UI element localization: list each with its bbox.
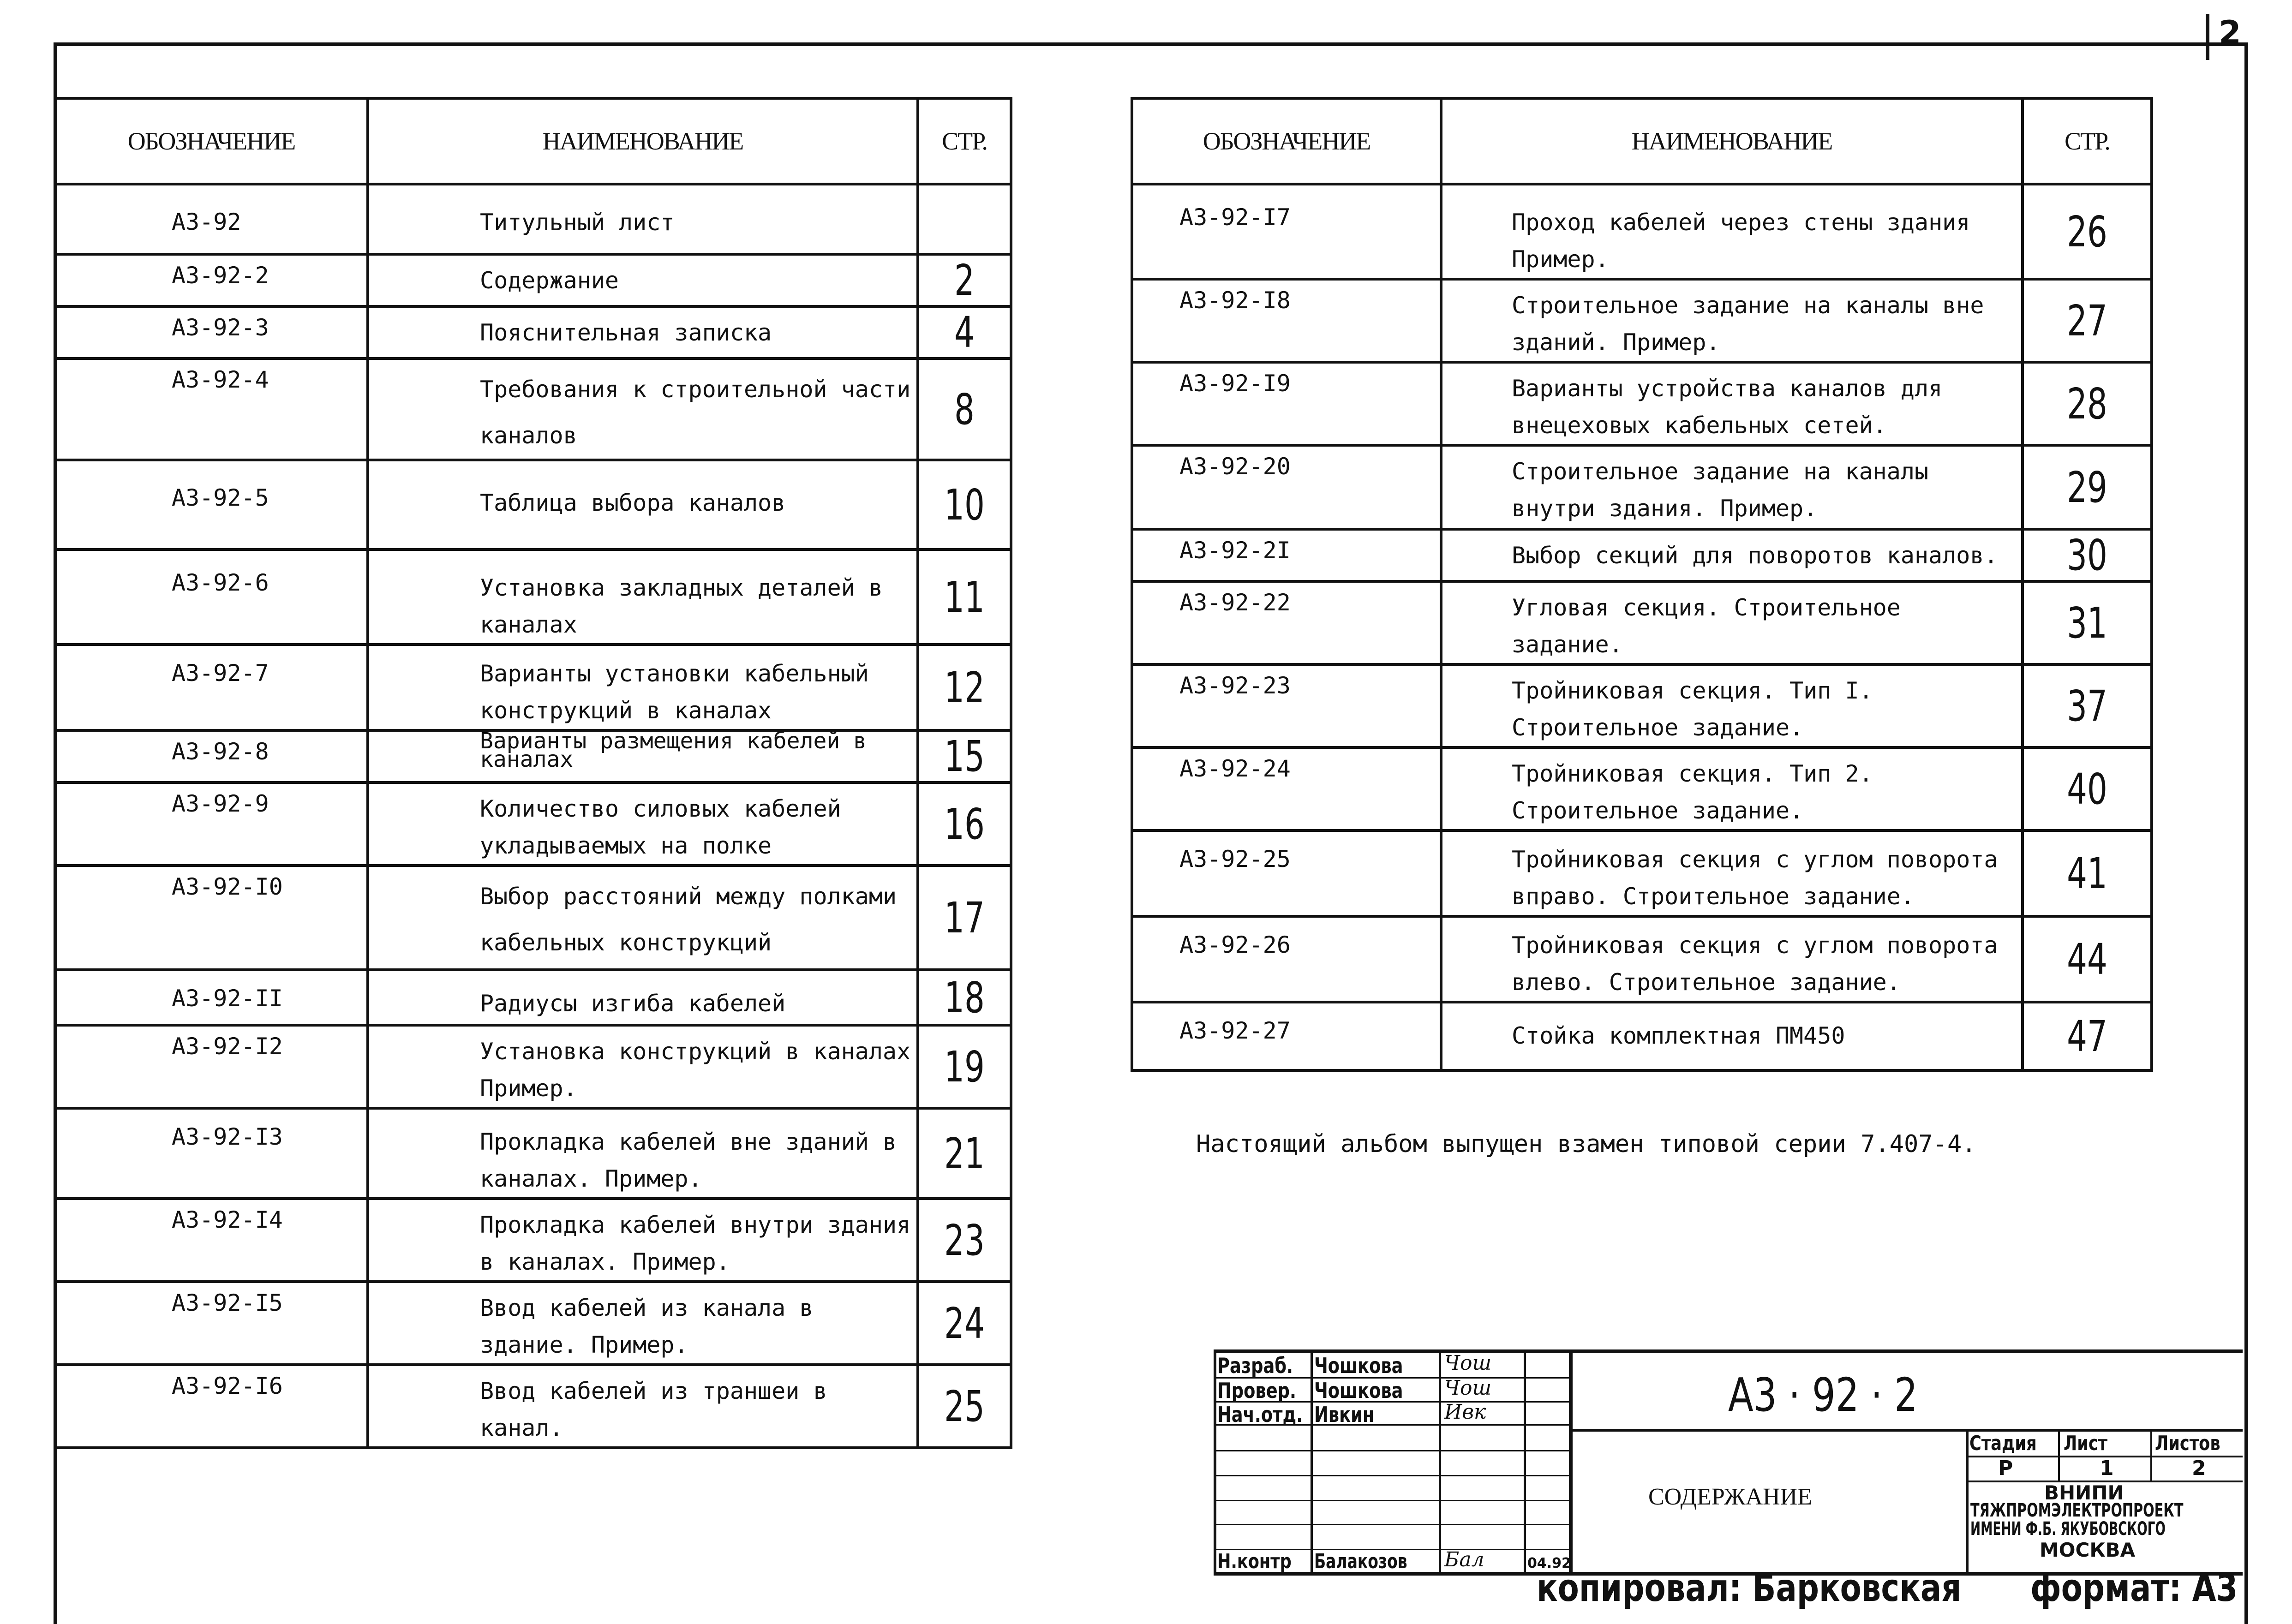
paper-format: формат: А3 [2030, 1566, 2238, 1610]
row-code: А3-92-4 [55, 358, 368, 460]
document-title: СОДЕРЖАНИЕ [1648, 1484, 1812, 1510]
row-name: Строительное задание на каналы внутри здания. Пример. [1441, 445, 2023, 529]
norm-control-date: 04.92 [1527, 1555, 1571, 1571]
row-code: А3-92-20 [1132, 445, 1441, 529]
row-name: Строительное задание на каналы вне зданий. Пример. [1441, 279, 2023, 362]
row-page: 30 [2039, 529, 2136, 581]
row-page: 19 [929, 1025, 999, 1108]
table-row [55, 184, 1011, 254]
document-code: А3 · 92 · 2 [1728, 1368, 1918, 1422]
row-code: А3-92-I7 [1132, 184, 1441, 279]
table-row [1132, 830, 2152, 916]
row-page: 24 [929, 1282, 999, 1365]
row-page: 12 [929, 645, 999, 730]
row-code: А3-92-6 [55, 549, 368, 645]
header-code: ОБОЗНАЧЕНИЕ [1132, 98, 1441, 184]
row-code: А3-92-I4 [55, 1199, 368, 1282]
row-page: 28 [2039, 362, 2136, 445]
row-name: Тройниковая секция. Тип 2. Строительное задание. [1441, 747, 2023, 830]
table-row [55, 970, 1011, 1025]
row-name: Количество силовых кабелей укладываемых на полке [368, 782, 918, 866]
row-name: Прокладка кабелей вне зданий в каналах. Пример. [368, 1108, 918, 1199]
person-checker: Чошкова [1314, 1378, 1403, 1403]
row-name: Ввод кабелей из траншеи в канал. [368, 1365, 918, 1448]
table-header-row [1132, 98, 2152, 184]
table-row [1132, 1002, 2152, 1070]
table-header-row [55, 98, 1011, 184]
signature-dept-head: Ивк [1444, 1400, 1486, 1424]
row-name: Проход кабелей через стены здания Пример. [1441, 184, 2023, 279]
role-dept-head: Нач.отд. [1217, 1402, 1303, 1427]
table-row [1132, 362, 2152, 445]
row-code: А3-92-I0 [55, 866, 368, 970]
row-page [929, 184, 999, 254]
row-page: 44 [2039, 916, 2136, 1002]
table-row [55, 782, 1011, 866]
signature-developer: Чош [1444, 1351, 1492, 1375]
sheet-number-divider [2206, 14, 2209, 60]
table-row [1132, 747, 2152, 830]
sheets-label: Листов [2155, 1432, 2220, 1455]
sheet-label: Лист [2064, 1432, 2108, 1455]
row-name: Варианты установки кабельный конструкций в каналах [368, 645, 918, 730]
row-code: А3-92-2I [1132, 529, 1441, 581]
row-name: Выбор секций для поворотов каналов. [1441, 529, 2023, 581]
org-line-1: ВНИПИ [2044, 1481, 2124, 1504]
role-norm-control: Н.контр [1217, 1550, 1292, 1573]
table-row [55, 1199, 1011, 1282]
signature-checker: Чош [1444, 1376, 1492, 1400]
person-developer: Чошкова [1314, 1353, 1403, 1378]
row-page: 27 [2039, 279, 2136, 362]
row-code: А3-92-I5 [55, 1282, 368, 1365]
row-page: 4 [929, 306, 999, 358]
signature-norm-control: Бал [1444, 1548, 1484, 1571]
table-row [55, 1365, 1011, 1448]
row-page: 18 [929, 970, 999, 1025]
table-row [1132, 279, 2152, 362]
row-code: А3-92-2 [55, 254, 368, 306]
row-name: Выбор расстояний между полками кабельных конструкций [368, 866, 918, 970]
row-code: А3-92-I9 [1132, 362, 1441, 445]
table-row [1132, 445, 2152, 529]
row-name: Пояснительная записка [368, 306, 918, 358]
row-name: Установка конструкций в каналах Пример. [368, 1025, 918, 1108]
table-row [55, 306, 1011, 358]
header-name: НАИМЕНОВАНИЕ [368, 98, 918, 184]
row-code: А3-92-26 [1132, 916, 1441, 1002]
row-name: Содержание [368, 254, 918, 306]
table-row [55, 1025, 1011, 1108]
header-page: СТР. [2023, 98, 2152, 184]
row-name: Ввод кабелей из канала в здание. Пример. [368, 1282, 918, 1365]
row-code: А3-92-5 [55, 460, 368, 549]
org-line-3: ИМЕНИ Ф.Б. ЯКУБОВСКОГО [1970, 1518, 2166, 1540]
row-code: А3-92-7 [55, 645, 368, 730]
person-norm-control: Балакозов [1314, 1550, 1407, 1573]
row-code: А3-92-24 [1132, 747, 1441, 830]
row-page: 8 [929, 358, 999, 460]
row-name: Тройниковая секция с углом поворота влево. Строительное задание. [1441, 916, 2023, 1002]
copied-by: копировал: Барковская [1537, 1566, 1962, 1610]
row-code: А3-92-8 [55, 730, 368, 782]
row-code: А3-92 [55, 184, 368, 254]
row-code: А3-92-23 [1132, 664, 1441, 747]
replacement-note: Настоящий альбом выпущен взамен типовой серии 7.407-4. [1196, 1130, 1976, 1158]
row-page: 29 [2039, 445, 2136, 529]
table-row [1132, 184, 2152, 279]
row-code: А3-92-9 [55, 782, 368, 866]
table-row [1132, 581, 2152, 664]
row-page: 21 [929, 1108, 999, 1199]
row-name: Угловая секция. Строительное задание. [1441, 581, 2023, 664]
table-row [1132, 529, 2152, 581]
row-code: А3-92-22 [1132, 581, 1441, 664]
header-code: ОБОЗНАЧЕНИЕ [55, 98, 368, 184]
contents-table-left [54, 97, 1012, 1449]
row-page: 15 [929, 730, 999, 782]
row-code: А3-92-I2 [55, 1025, 368, 1108]
row-page: 26 [2039, 184, 2136, 279]
org-line-4: МОСКВА [2040, 1539, 2136, 1561]
row-name: Тройниковая секция. Тип I. Строительное задание. [1441, 664, 2023, 747]
row-code: А3-92-3 [55, 306, 368, 358]
org-line-2: ТЯЖПРОМЭЛЕКТРОПРОЕКТ [1970, 1500, 2184, 1521]
table-row [1132, 916, 2152, 1002]
table-row [55, 1108, 1011, 1199]
table-row [55, 866, 1011, 970]
row-page: 40 [2039, 747, 2136, 830]
row-code: А3-92-I8 [1132, 279, 1441, 362]
header-name: НАИМЕНОВАНИЕ [1441, 98, 2023, 184]
row-page: 17 [929, 866, 999, 970]
row-name: Варианты устройства каналов для внецеховых кабельных сетей. [1441, 362, 2023, 445]
stage-label: Стадия [1969, 1432, 2037, 1455]
row-page: 10 [929, 460, 999, 549]
title-block [1214, 1349, 2243, 1576]
row-name: Прокладка кабелей внутри здания в каналах. Пример. [368, 1199, 918, 1282]
table-row [55, 549, 1011, 645]
row-page: 25 [929, 1365, 999, 1448]
table-row [55, 254, 1011, 306]
row-code: А3-92-I3 [55, 1108, 368, 1199]
row-name: Установка закладных деталей в каналах [368, 549, 918, 645]
person-dept-head: Ивкин [1314, 1402, 1375, 1427]
row-name: Стойка комплектная ПМ450 [1441, 1002, 2023, 1070]
row-page: 16 [929, 782, 999, 866]
table-row [55, 358, 1011, 460]
sheets-value: 2 [2192, 1457, 2206, 1480]
table-row [55, 645, 1011, 730]
table-row [1132, 664, 2152, 747]
row-code: А3-92-I6 [55, 1365, 368, 1448]
row-page: 37 [2039, 664, 2136, 747]
table-row [55, 460, 1011, 549]
row-page: 47 [2039, 1002, 2136, 1070]
table-row [55, 1282, 1011, 1365]
row-name: Таблица выбора каналов [368, 460, 918, 549]
contents-table-right [1131, 97, 2153, 1072]
sheet-value: 1 [2100, 1457, 2114, 1480]
header-page: СТР. [918, 98, 1011, 184]
row-page: 11 [929, 549, 999, 645]
row-name: Требования к строительной части каналов [368, 358, 918, 460]
row-name: Варианты размещения кабелей в каналах [368, 730, 918, 782]
row-code: А3-92-II [55, 970, 368, 1025]
row-code: А3-92-27 [1132, 1002, 1441, 1070]
table-row [55, 730, 1011, 782]
row-page: 2 [929, 254, 999, 306]
row-name: Тройниковая секция с углом поворота вправо. Строительное задание. [1441, 830, 2023, 916]
role-developer: Разраб. [1217, 1353, 1293, 1378]
row-name: Радиусы изгиба кабелей [368, 970, 918, 1025]
row-code: А3-92-25 [1132, 830, 1441, 916]
stage-value: Р [1998, 1457, 2013, 1480]
sheet-number: 2 [2219, 14, 2241, 52]
role-checker: Провер. [1217, 1378, 1296, 1403]
row-name: Титульный лист [368, 184, 918, 254]
row-page: 31 [2039, 581, 2136, 664]
row-page: 23 [929, 1199, 999, 1282]
row-page: 41 [2039, 830, 2136, 916]
